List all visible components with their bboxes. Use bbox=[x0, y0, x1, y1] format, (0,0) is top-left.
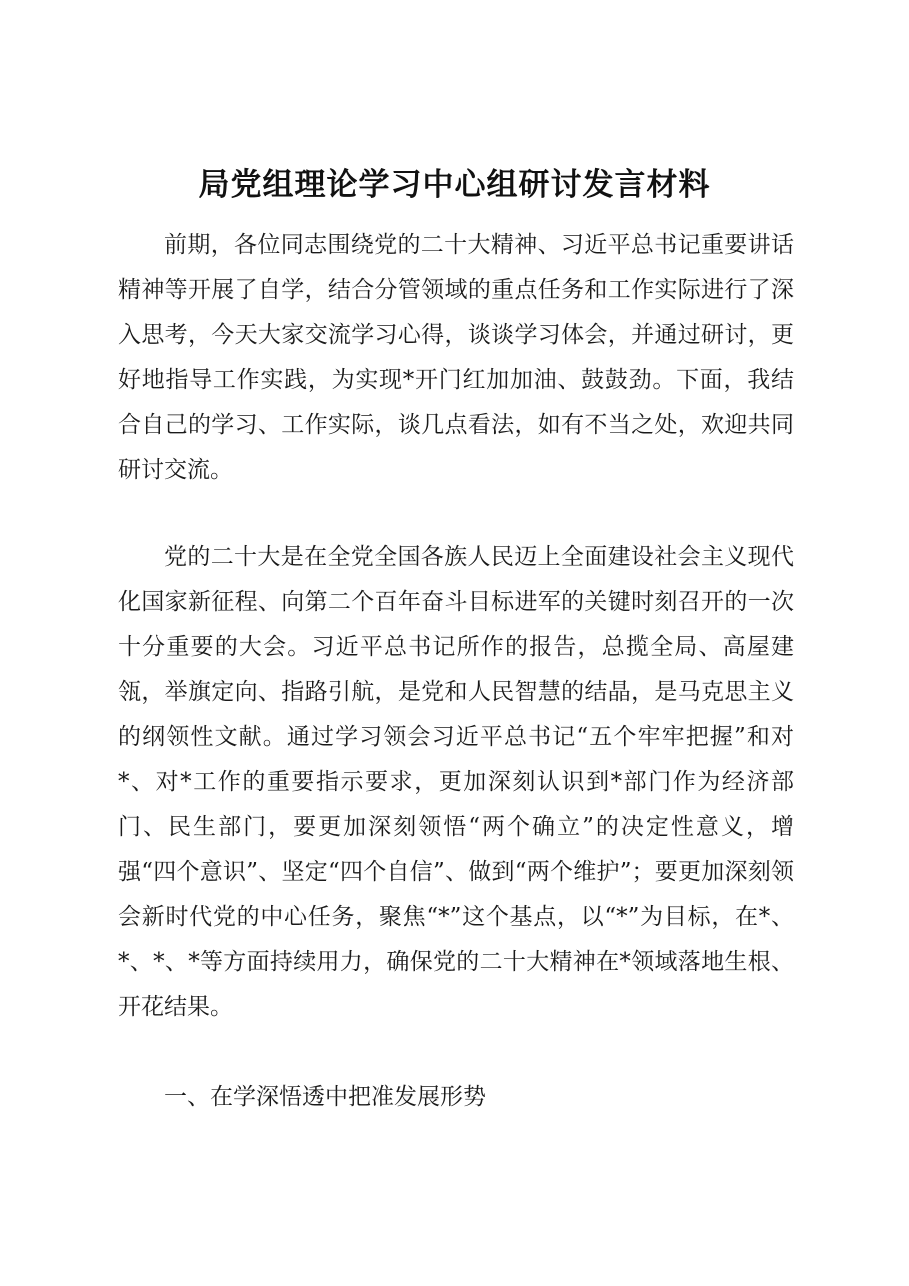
paragraph-intro: 前期，各位同志围绕党的二十大精神、习近平总书记重要讲话精神等开展了自学，结合分管领域的重点任务和工作实际进行了深入思考，今天大家交流学习心得，谈谈学习体会，并通过研讨，更好地指导工作实践，为实现*开门红加加油、鼓鼓劲。下面，我结合自己的学习、工作实际，谈几点看法，如有不当之处，欢迎共同研讨交流。 bbox=[118, 232, 794, 483]
document-title: 局党组理论学习中心组研讨发言材料 bbox=[198, 167, 711, 203]
document-body bbox=[118, 0, 794, 1286]
section-heading: 一、在学深悟透中把准发展形势 bbox=[164, 1084, 486, 1110]
paragraph-congress: 党的二十大是在全党全国各族人民迈上全面建设社会主义现代化国家新征程、向第二个百年奋斗目标进军的关键时刻召开的一次十分重要的大会。习近平总书记所作的报告，总揽全局、高屋建瓴，举旗定向、指路引航，是党和人民智慧的结晶，是马克思主义的纲领性文献。通过学习领会习近平总书记“五个牢牢把握”和对*、对*工作的重要指示要求，更加深刻认识到*部门作为经济部门、民生部门，要更加深刻领悟“两个确立”的决定性意义，增强“四个意识”、坚定“四个自信”、做到“两个维护”；要更加深刻领会新时代党的中心任务，聚焦“*”这个基点，以“*”为目标，在*、*、*、*等方面持续用力，确保党的二十大精神在*领域落地生根、开花结果。 bbox=[118, 544, 794, 1020]
